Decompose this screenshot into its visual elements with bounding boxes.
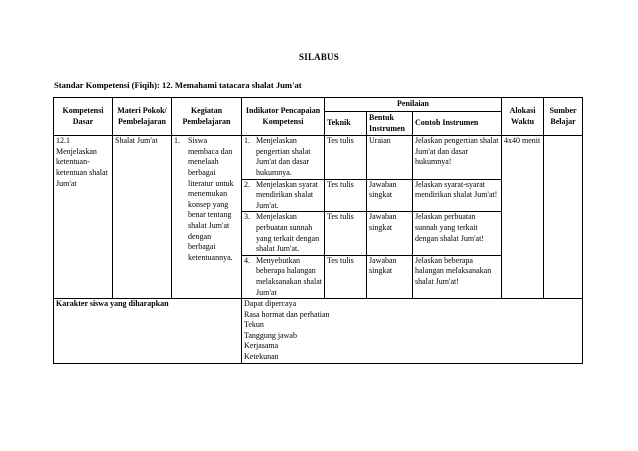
- bentuk-cell: Uraian: [367, 136, 413, 179]
- karakter-item: Dapat dipercaya: [244, 299, 297, 309]
- header-teknik: Teknik: [325, 112, 367, 136]
- header-alokasi: Alokasi Waktu: [502, 98, 544, 136]
- karakter-item: Kerjasama: [244, 341, 279, 351]
- header-bentuk: Bentuk Instrumen: [367, 112, 413, 136]
- standar-kompetensi: Standar Kompetensi (Fiqih): 12. Memahami tatacara shalat Jum'at: [54, 80, 302, 90]
- header-contoh: Contoh Instrumen: [413, 112, 502, 136]
- alokasi-cell: 4x40 menit: [502, 136, 544, 299]
- contoh-cell: Jelaskan syarat-syarat mendirikan shalat Jum'at!: [413, 179, 502, 212]
- indikator-number: 1.: [244, 136, 250, 146]
- contoh-cell: Jelaskan perbuatan sunnah yang terkait dengan shalat Jum'at!: [413, 212, 502, 255]
- karakter-item: Tekun: [244, 320, 264, 330]
- contoh-cell: Jelaskan pengertian shalat Jum'at dan dasar hukumnya!: [413, 136, 502, 179]
- indikator-cell: [242, 212, 325, 255]
- indikator-number: 4.: [244, 255, 250, 265]
- bentuk-cell: Jawaban singkat: [367, 212, 413, 255]
- indikator-number: 3.: [244, 212, 250, 222]
- kegiatan-number: 1.: [174, 136, 180, 146]
- table-row: [54, 136, 583, 179]
- indikator-text: Menjelaskan syarat mendirikan shalat Jum'at.: [256, 179, 318, 210]
- teknik-cell: Tes tulis: [325, 179, 367, 212]
- syllabus-table: [53, 97, 583, 364]
- bentuk-cell: Jawaban singkat: [367, 255, 413, 298]
- indikator-cell: [242, 179, 325, 212]
- header-kompetensi-dasar: Kompetensi Dasar: [54, 98, 113, 136]
- header-row: [54, 98, 583, 112]
- karakter-label: Karakter siswa yang diharapkan: [54, 299, 242, 364]
- indikator-cell: [242, 255, 325, 298]
- header-indikator: Indikator Pencapaian Kompetensi: [242, 98, 325, 136]
- sumber-cell: [544, 136, 583, 299]
- kompetensi-dasar-cell: 12.1 Menjelaskan ketentuan-ketentuan shalat Jum'at: [54, 136, 113, 299]
- indikator-cell: [242, 136, 325, 179]
- karakter-item: Rasa hormat dan perhatian: [244, 309, 330, 319]
- header-materi: Materi Pokok/ Pembelajaran: [113, 98, 172, 136]
- header-penilaian: Penilaian: [325, 98, 502, 112]
- indikator-text: Menyebutkan beberapa halangan melaksanakan shalat Jum'at: [256, 255, 322, 297]
- indikator-text: Menjelaskan perbuatan sunnah yang terkait dengan shalat Jum'at.: [256, 212, 320, 254]
- kegiatan-cell: [172, 136, 242, 299]
- contoh-cell: Jelaskan beberapa halangan melaksanakan shalat Jum'at!: [413, 255, 502, 298]
- indikator-text: Menjelaskan pengertian shalat Jum'at dan dasar hukumnya.: [256, 136, 311, 177]
- karakter-list: [242, 299, 583, 364]
- karakter-row: [54, 299, 583, 364]
- materi-cell: Shalat Jum'at: [113, 136, 172, 299]
- teknik-cell: Tes tulis: [325, 255, 367, 298]
- header-kegiatan: Kegiatan Pembelajaran: [172, 98, 242, 136]
- teknik-cell: Tes tulis: [325, 212, 367, 255]
- kegiatan-text: Siswa membaca dan menelaah berbagai literatur untuk menemukan konsep yang benar tentang shalat Jum'at dengan berbagai ketentuannya.: [188, 136, 234, 262]
- karakter-item: Ketekunan: [244, 352, 279, 362]
- karakter-item: Tanggung jawab: [244, 330, 297, 340]
- header-sumber: Sumber Belajar: [544, 98, 583, 136]
- indikator-number: 2.: [244, 179, 250, 189]
- teknik-cell: Tes tulis: [325, 136, 367, 179]
- bentuk-cell: Jawaban singkat: [367, 179, 413, 212]
- page-title: SILABUS: [299, 52, 339, 62]
